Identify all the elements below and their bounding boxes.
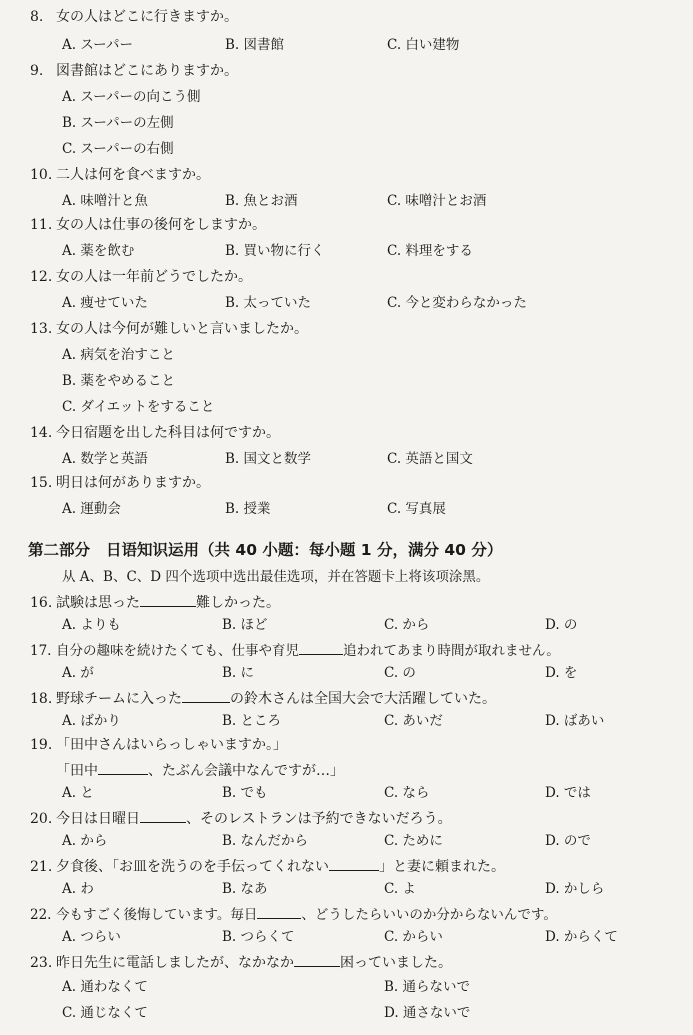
section-title: 第二部分 [28, 541, 91, 559]
question-text-after: 、どうしたらいいのか分からないんです。 [301, 907, 557, 923]
question-text-after: 、たぶん会議中なんですが…」 [148, 763, 344, 779]
question-8 [30, 8, 238, 26]
option-b: B. なあ [222, 881, 268, 897]
option-b: B. ほど [222, 617, 268, 633]
section-heading [28, 540, 502, 560]
question-text-after: 、そのレストランは予約できないだろう。 [186, 811, 452, 827]
option-d: D. からくて [545, 929, 618, 945]
option-a: A. が [62, 665, 94, 681]
section-subtitle: 日语知识运用（共 40 小题：每小题 1 分，满分 40 分） [106, 541, 503, 559]
option-d: D. の [545, 617, 578, 633]
question-10 [30, 166, 210, 184]
question-14 [30, 424, 280, 442]
question-text-after: 難しかった。 [196, 595, 280, 611]
section-instruction: 从 A、B、C、D 四个选项中选出最佳选项，并在答题卡上将该项涂黑。 [62, 569, 490, 585]
option-c: C. あいだ [384, 713, 443, 729]
option-d: D. を [545, 665, 578, 681]
option-a: A. 運動会 [62, 501, 121, 517]
answer-blank [329, 856, 379, 871]
question-text-before: 試験は思った [56, 595, 140, 611]
answer-blank [294, 952, 340, 967]
option-b: B. に [222, 665, 255, 681]
answer-blank [182, 688, 230, 703]
option-a: A. から [62, 833, 108, 849]
question-number: 22. [30, 907, 52, 923]
question-15 [30, 474, 210, 492]
option-d: D. では [545, 785, 591, 801]
option-b: B. スーパーの左側 [62, 115, 174, 131]
option-b: B. 授業 [225, 501, 271, 517]
option-d: D. ので [545, 833, 591, 849]
option-b: B. 太っていた [225, 295, 312, 311]
question-number: 21. [30, 859, 53, 875]
question-16 [30, 592, 280, 610]
option-d: D. かしら [545, 881, 605, 897]
option-c: C. なら [384, 785, 430, 801]
question-number: 10. [30, 167, 53, 183]
question-text: 女の人は一年前どうでしたか。 [56, 269, 252, 285]
option-c: C. からい [384, 929, 443, 945]
option-c: C. 写真展 [387, 501, 446, 517]
option-c: C. 通じなくて [62, 1005, 148, 1021]
option-b: B. 薬をやめること [62, 373, 176, 389]
option-a: A. 通わなくて [62, 979, 148, 995]
question-number: 8. [30, 9, 44, 25]
question-number: 17. [30, 643, 52, 659]
question-text: 今日宿題を出した科目は何ですか。 [56, 425, 280, 441]
question-9 [30, 62, 238, 80]
option-c: C. スーパーの右側 [62, 141, 174, 157]
question-number: 16. [30, 595, 53, 611]
question-text-after: 困っていました。 [340, 955, 452, 971]
question-text-before: 今もすごく後悔しています。毎日 [56, 907, 258, 923]
question-23 [30, 952, 452, 970]
answer-blank [98, 760, 148, 775]
question-text: 「田中さんはいらっしゃいますか。」 [56, 737, 287, 753]
option-b: B. 魚とお酒 [225, 193, 298, 209]
option-b: B. 通らないで [384, 979, 471, 995]
option-c: C. の [384, 665, 416, 681]
question-number: 12. [30, 269, 53, 285]
answer-blank [140, 592, 196, 607]
question-13 [30, 320, 308, 338]
question-number: 11. [30, 217, 53, 233]
question-number: 9. [30, 63, 44, 79]
question-18 [30, 688, 496, 706]
question-text-before: 自分の趣味を続けたくても、仕事や育児 [56, 643, 299, 659]
option-a: A. ばかり [62, 713, 121, 729]
question-number: 23. [30, 955, 53, 971]
question-number: 14. [30, 425, 53, 441]
question-17 [30, 640, 560, 658]
option-c: C. から [384, 617, 430, 633]
option-d: D. ばあい [545, 713, 605, 729]
option-b: B. ところ [222, 713, 282, 729]
question-text-after: の鈴木さんは全国大会で大活躍していた。 [230, 691, 496, 707]
question-text: 女の人は仕事の後何をしますか。 [56, 217, 266, 233]
question-text: 女の人は今何が難しいと言いましたか。 [56, 321, 308, 337]
question-text-after: 」と妻に頼まれた。 [379, 859, 505, 875]
question-22 [30, 904, 557, 922]
option-a: A. スーパー [62, 37, 133, 53]
question-text-before: 夕食後、「お皿を洗うのを手伝ってくれない [56, 859, 329, 875]
option-b: B. なんだから [222, 833, 309, 849]
option-d: D. 通さないで [384, 1005, 471, 1021]
option-a: A. 数学と英語 [62, 451, 148, 467]
option-a: A. よりも [62, 617, 121, 633]
option-c: C. 今と変わらなかった [387, 295, 527, 311]
question-number: 13. [30, 321, 53, 337]
question-text-after: 追われてあまり時間が取れません。 [343, 643, 560, 659]
question-number: 19. [30, 737, 53, 753]
option-a: A. 痩せていた [62, 295, 148, 311]
option-a: A. スーパーの向こう側 [62, 89, 201, 105]
answer-blank [257, 904, 301, 919]
option-b: B. でも [222, 785, 268, 801]
question-text: 二人は何を食べますか。 [56, 167, 210, 183]
question-12 [30, 268, 252, 286]
option-c: C. 料理をする [387, 243, 473, 259]
option-b: B. 国文と数学 [225, 451, 312, 467]
option-a: A. わ [62, 881, 94, 897]
question-number: 20. [30, 811, 53, 827]
option-c: C. 白い建物 [387, 37, 460, 53]
option-b: B. つらくて [222, 929, 295, 945]
question-11 [30, 216, 266, 234]
question-text-before: 昨日先生に電話しましたが、なかなか [56, 955, 294, 971]
option-a: A. と [62, 785, 94, 801]
answer-blank [299, 640, 343, 655]
option-c: C. よ [384, 881, 416, 897]
question-19 [30, 736, 287, 754]
option-a: A. 病気を治すこと [62, 347, 175, 363]
question-text: 図書館はどこにありますか。 [56, 63, 238, 79]
question-text-before: 野球チームに入った [56, 691, 182, 707]
question-number: 18. [30, 691, 53, 707]
option-c: C. 味噌汁とお酒 [387, 193, 487, 209]
option-b: B. 図書館 [225, 37, 285, 53]
option-a: A. 薬を飲む [62, 243, 135, 259]
option-c: C. ために [384, 833, 443, 849]
answer-blank [140, 808, 186, 823]
option-c: C. ダイエットをすること [62, 399, 215, 415]
question-text-before: 今日は日曜日 [56, 811, 140, 827]
option-a: A. 味噌汁と魚 [62, 193, 148, 209]
option-b: B. 買い物に行く [225, 243, 325, 259]
question-number: 15. [30, 475, 53, 491]
option-a: A. つらい [62, 929, 121, 945]
question-text: 明日は何がありますか。 [56, 475, 210, 491]
question-text: 女の人はどこに行きますか。 [56, 9, 238, 25]
question-text-before: 「田中 [56, 763, 98, 779]
question-20 [30, 808, 452, 826]
question-19-line2 [56, 760, 344, 778]
question-21 [30, 856, 505, 874]
option-c: C. 英語と国文 [387, 451, 473, 467]
